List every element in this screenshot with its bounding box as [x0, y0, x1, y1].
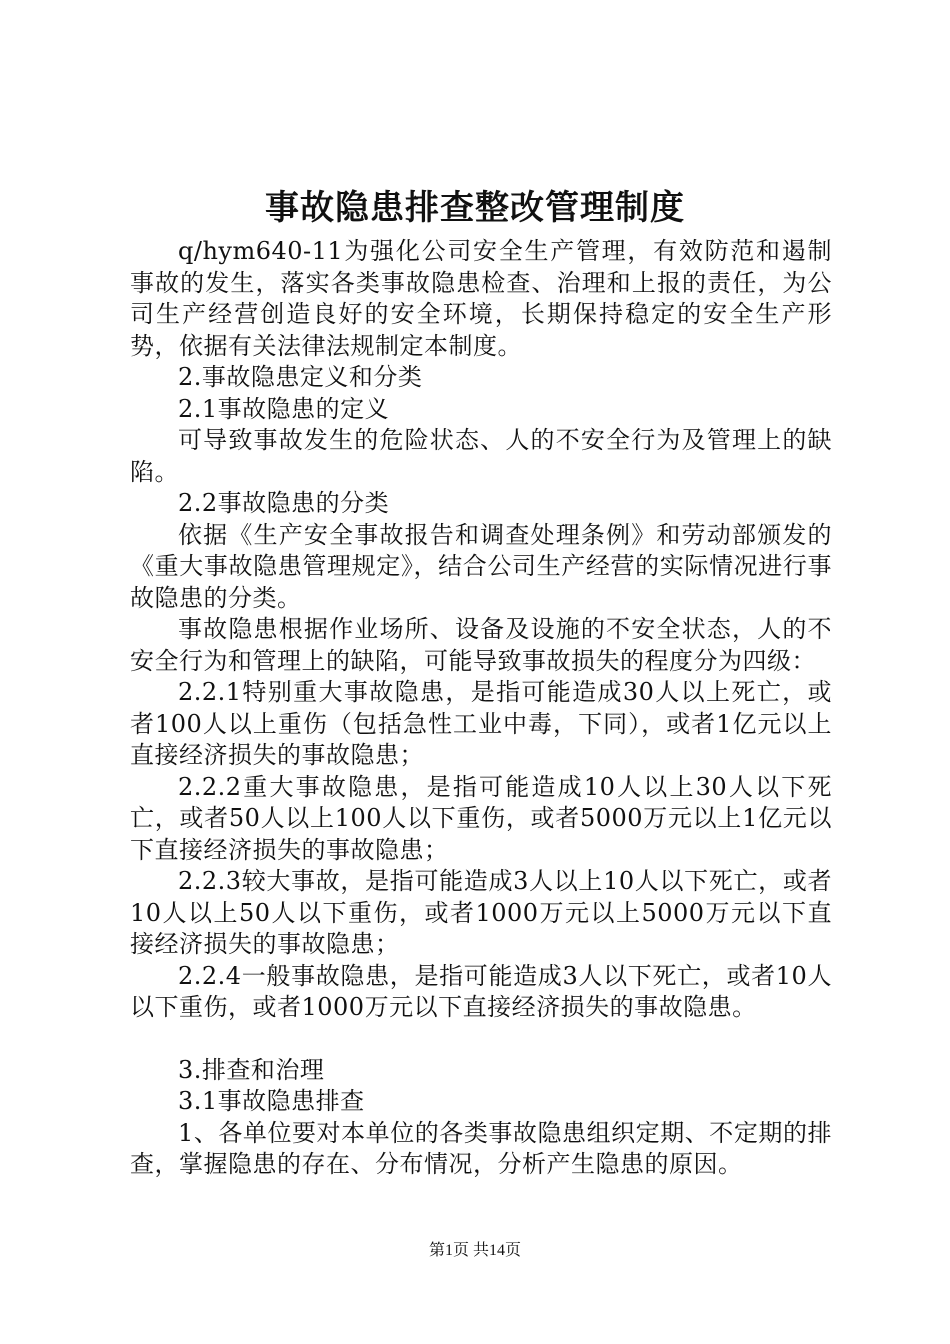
- document-body: [130, 236, 832, 1181]
- section-heading-2: 2.事故隐患定义和分类: [178, 363, 423, 391]
- intro-paragraph: q/hym640-11为强化公司安全生产管理，有效防范和遏制事故的发生，落实各类事故隐患检查、治理和上报的责任，为公司生产经营创造良好的安全环境，长期保持稳定的安全生产形势，依据有关法律法规制定本制度。: [130, 237, 832, 360]
- clause-2-2-2: 2.2.2重大事故隐患，是指可能造成10人以上30人以下死亡，或者50人以上100人以下重伤，或者5000万元以上1亿元以下直接经济损失的事故隐患；: [130, 772, 832, 864]
- inspection-item-1: 1、各单位要对本单位的各类事故隐患组织定期、不定期的排查，掌握隐患的存在、分布情况，分析产生隐患的原因。: [130, 1118, 832, 1178]
- page-number-footer: 第1页 共14页: [428, 1242, 521, 1259]
- document-title: 事故隐患排查整改管理制度: [265, 188, 685, 228]
- clause-2-2-4: 2.2.4一般事故隐患，是指可能造成3人以下死亡，或者10人以下重伤，或者1000万元以下直接经济损失的事故隐患。: [130, 961, 832, 1021]
- classification-levels-paragraph: 事故隐患根据作业场所、设备及设施的不安全状态，人的不安全行为和管理上的缺陷，可能导致事故损失的程度分为四级：: [130, 615, 832, 675]
- subsection-heading-3-1: 3.1事故隐患排查: [178, 1087, 365, 1115]
- section-heading-3: 3.排查和治理: [178, 1055, 325, 1084]
- definition-paragraph: 可导致事故发生的危险状态、人的不安全行为及管理上的缺陷。: [130, 426, 832, 486]
- subsection-heading-2-1: 2.1事故隐患的定义: [178, 394, 390, 423]
- subsection-heading-2-2: 2.2事故隐患的分类: [178, 489, 390, 517]
- clause-2-2-1: 2.2.1特别重大事故隐患，是指可能造成30人以上死亡，或者100人以上重伤（包括急性工业中毒，下同），或者1亿元以上直接经济损失的事故隐患；: [130, 678, 832, 769]
- classification-basis-paragraph: 依据《生产安全事故报告和调查处理条例》和劳动部颁发的《重大事故隐患管理规定》，结合公司生产经营的实际情况进行事故隐患的分类。: [130, 520, 832, 612]
- clause-2-2-3: 2.2.3较大事故，是指可能造成3人以上10人以下死亡，或者10人以上50人以下重伤，或者1000万元以上5000万元以下直接经济损失的事故隐患；: [130, 867, 832, 958]
